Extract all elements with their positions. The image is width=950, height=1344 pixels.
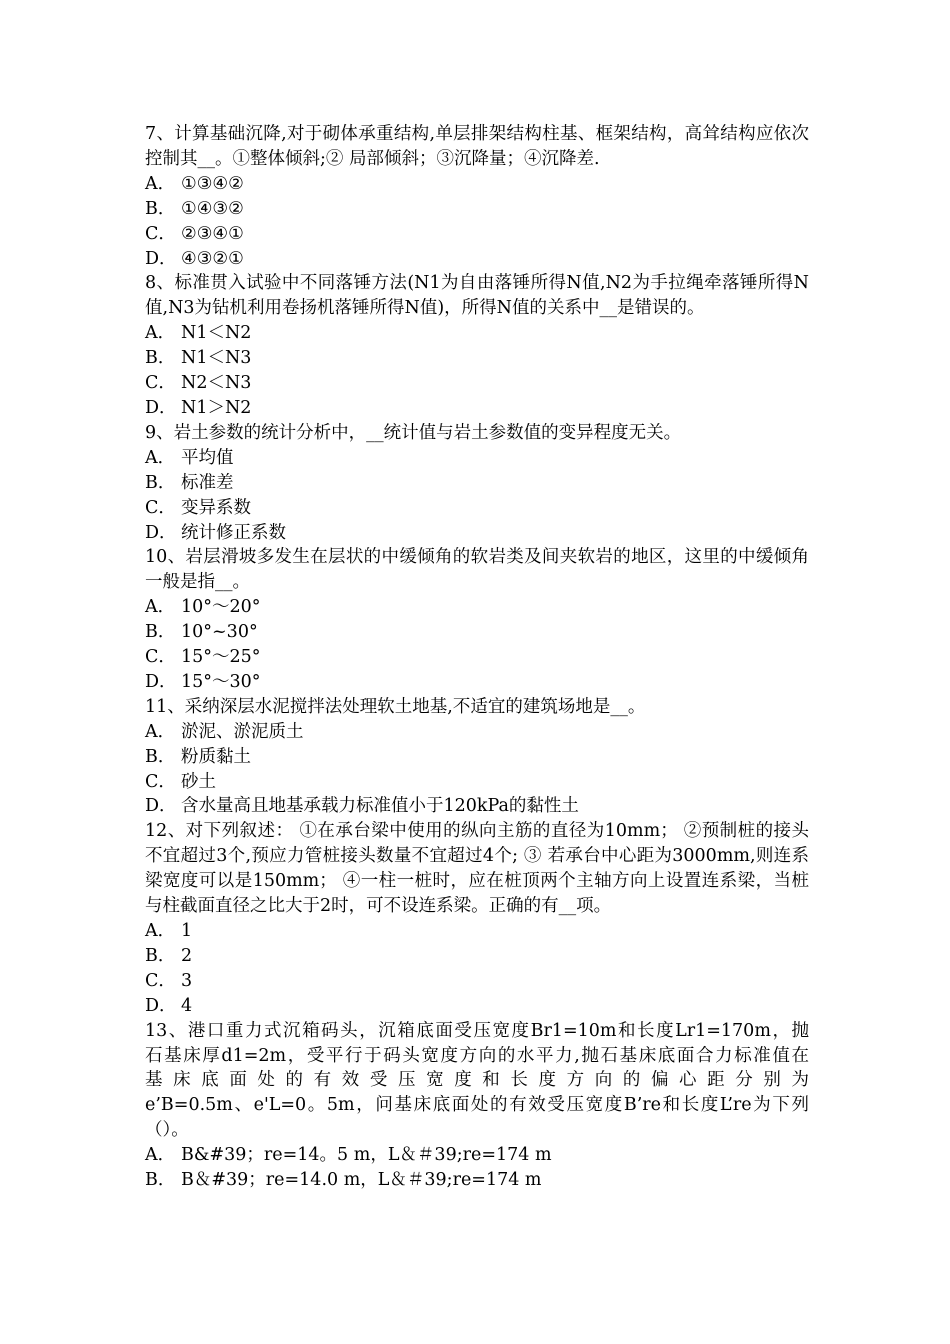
question-text: 8、标准贯入试验中不同落锤方法(N1为自由落锤所得N值,N2为手拉绳牵落锤所得N值,N3为钻机利用卷扬机落锤所得N值)，所得N值的关系中__是错误的。 <box>145 273 809 319</box>
question-text: 10、岩层滑坡多发生在层状的中缓倾角的软岩类及间夹软岩的地区，这里的中缓倾角一般是指__。 <box>145 547 809 593</box>
question-text-line: e’B=0.5m、e'L=0。5m，问基床底面处的有效受压宽度B’re和长度L’re为下列 <box>145 1095 809 1116</box>
option-text: ④③②① <box>181 248 244 269</box>
option-letter: C． <box>145 647 176 668</box>
question-9 <box>145 421 809 546</box>
option-text: ①③④② <box>181 173 244 194</box>
option-letter: D． <box>145 522 177 543</box>
option-letter: D． <box>145 248 177 269</box>
option-letter: C． <box>145 771 176 792</box>
option-letter: C． <box>145 373 176 394</box>
option-c <box>145 222 809 247</box>
option-d <box>145 521 809 546</box>
question-8 <box>145 271 809 420</box>
option-c <box>145 770 809 795</box>
option-text: N1＜N3 <box>181 348 252 369</box>
option-letter: B． <box>145 945 176 966</box>
question-12 <box>145 819 809 1018</box>
option-letter: D． <box>145 995 177 1016</box>
option-a <box>145 172 809 197</box>
question-text: 12、对下列叙述： ①在承台梁中使用的纵向主筋的直径为10mm； ②预制桩的接头不宜超过3个,预应力管桩接头数量不宜超过4个; ③ 若承台中心距为3000mm,则连系梁宽度可以是150mm； ④一柱一桩时，应在桩顶两个主轴方向上设置连系梁，当桩与柱截面直径之比大于2时，可不设连系梁。正确的有__项。 <box>145 821 809 917</box>
option-d <box>145 247 809 272</box>
option-letter: A． <box>145 447 176 468</box>
option-a <box>145 595 809 620</box>
option-text: 10°~30° <box>181 622 258 643</box>
option-text: 变异系数 <box>181 497 251 518</box>
option-letter: B． <box>145 198 176 219</box>
option-d <box>145 396 809 421</box>
option-b <box>145 745 809 770</box>
question-7 <box>145 122 809 271</box>
option-text: N2＜N3 <box>181 373 252 394</box>
option-text: N1＞N2 <box>181 397 252 418</box>
option-text: N1＜N2 <box>181 323 252 344</box>
question-text: 7、计算基础沉降,对于砌体承重结构,单层排架结构柱基、框架结构，高耸结构应依次控制其__。①整体倾斜;② 局部倾斜；③沉降量；④沉降差. <box>145 124 809 169</box>
option-c <box>145 496 809 521</box>
option-b <box>145 620 809 645</box>
option-letter: A． <box>145 323 176 344</box>
option-c <box>145 371 809 396</box>
option-text: 15°～25° <box>181 647 261 668</box>
question-text: 11、采纳深层水泥搅拌法处理软土地基,不适宜的建筑场地是__。 <box>145 696 646 717</box>
option-text: 平均值 <box>181 447 234 468</box>
option-letter: B． <box>145 1170 176 1191</box>
question-text-line: （）。 <box>145 1120 189 1141</box>
option-a <box>145 1143 809 1168</box>
option-text: ①④③② <box>181 198 244 219</box>
option-a <box>145 919 809 944</box>
option-letter: C． <box>145 497 176 518</box>
option-letter: B． <box>145 348 176 369</box>
option-text: 2 <box>181 945 193 966</box>
option-d <box>145 994 809 1019</box>
option-letter: A． <box>145 921 176 941</box>
option-text: 标准差 <box>181 472 234 493</box>
option-text: 10°～20° <box>181 597 261 618</box>
option-c <box>145 645 809 670</box>
question-text: 9、岩土参数的统计分析中，__统计值与岩土参数值的变异程度无关。 <box>145 422 682 443</box>
option-text: 粉质黏土 <box>181 746 251 767</box>
option-b <box>145 346 809 371</box>
option-text: B＆#39；re=14.0 m，L＆＃39;re=174 m <box>181 1170 542 1191</box>
option-d <box>145 794 809 819</box>
option-letter: D． <box>145 796 177 817</box>
option-text: 含水量高且地基承载力标准值小于120kPa的黏性土 <box>181 796 579 817</box>
option-letter: B． <box>145 622 176 643</box>
option-text: B&#39；re=14。5 m，L＆＃39;re=174 m <box>181 1145 552 1166</box>
option-text: 4 <box>181 995 193 1016</box>
option-text: 15°～30° <box>181 671 261 692</box>
option-b <box>145 944 809 969</box>
option-letter: A． <box>145 721 176 742</box>
option-a <box>145 321 809 346</box>
question-text-line: 13、港口重力式沉箱码头，沉箱底面受压宽度Br1=10m和长度Lr1=170m，抛 <box>145 1020 809 1041</box>
option-b <box>145 197 809 222</box>
option-text: ②③④① <box>181 223 244 244</box>
option-text: 统计修正系数 <box>181 522 286 543</box>
option-letter: A． <box>145 1145 176 1166</box>
option-text: 3 <box>181 970 193 991</box>
option-letter: C． <box>145 970 176 991</box>
option-letter: B． <box>145 472 176 493</box>
option-d <box>145 670 809 695</box>
option-a <box>145 720 809 745</box>
document-page <box>145 122 809 1193</box>
option-c <box>145 969 809 994</box>
question-13 <box>145 1019 809 1193</box>
question-10 <box>145 545 809 694</box>
option-b <box>145 1168 809 1193</box>
option-letter: D． <box>145 671 177 692</box>
question-11 <box>145 695 809 820</box>
option-letter: A． <box>145 597 176 618</box>
option-b <box>145 471 809 496</box>
option-text: 1 <box>181 921 193 941</box>
option-letter: D． <box>145 397 177 418</box>
option-text: 淤泥、淤泥质土 <box>181 721 304 742</box>
option-a <box>145 446 809 471</box>
question-text-line: 石基床厚d1=2m，受平行于码头宽度方向的水平力,抛石基床底面合力标准值在 <box>145 1045 809 1066</box>
option-letter: C． <box>145 223 176 244</box>
option-text: 砂土 <box>181 771 216 792</box>
option-letter: A． <box>145 173 176 194</box>
question-text-line: 基 床 底 面 处 的 有 效 受 压 宽 度 和 长 度 方 向 的 偏 心 距 分 别 为 <box>145 1070 809 1091</box>
option-letter: B． <box>145 746 176 767</box>
